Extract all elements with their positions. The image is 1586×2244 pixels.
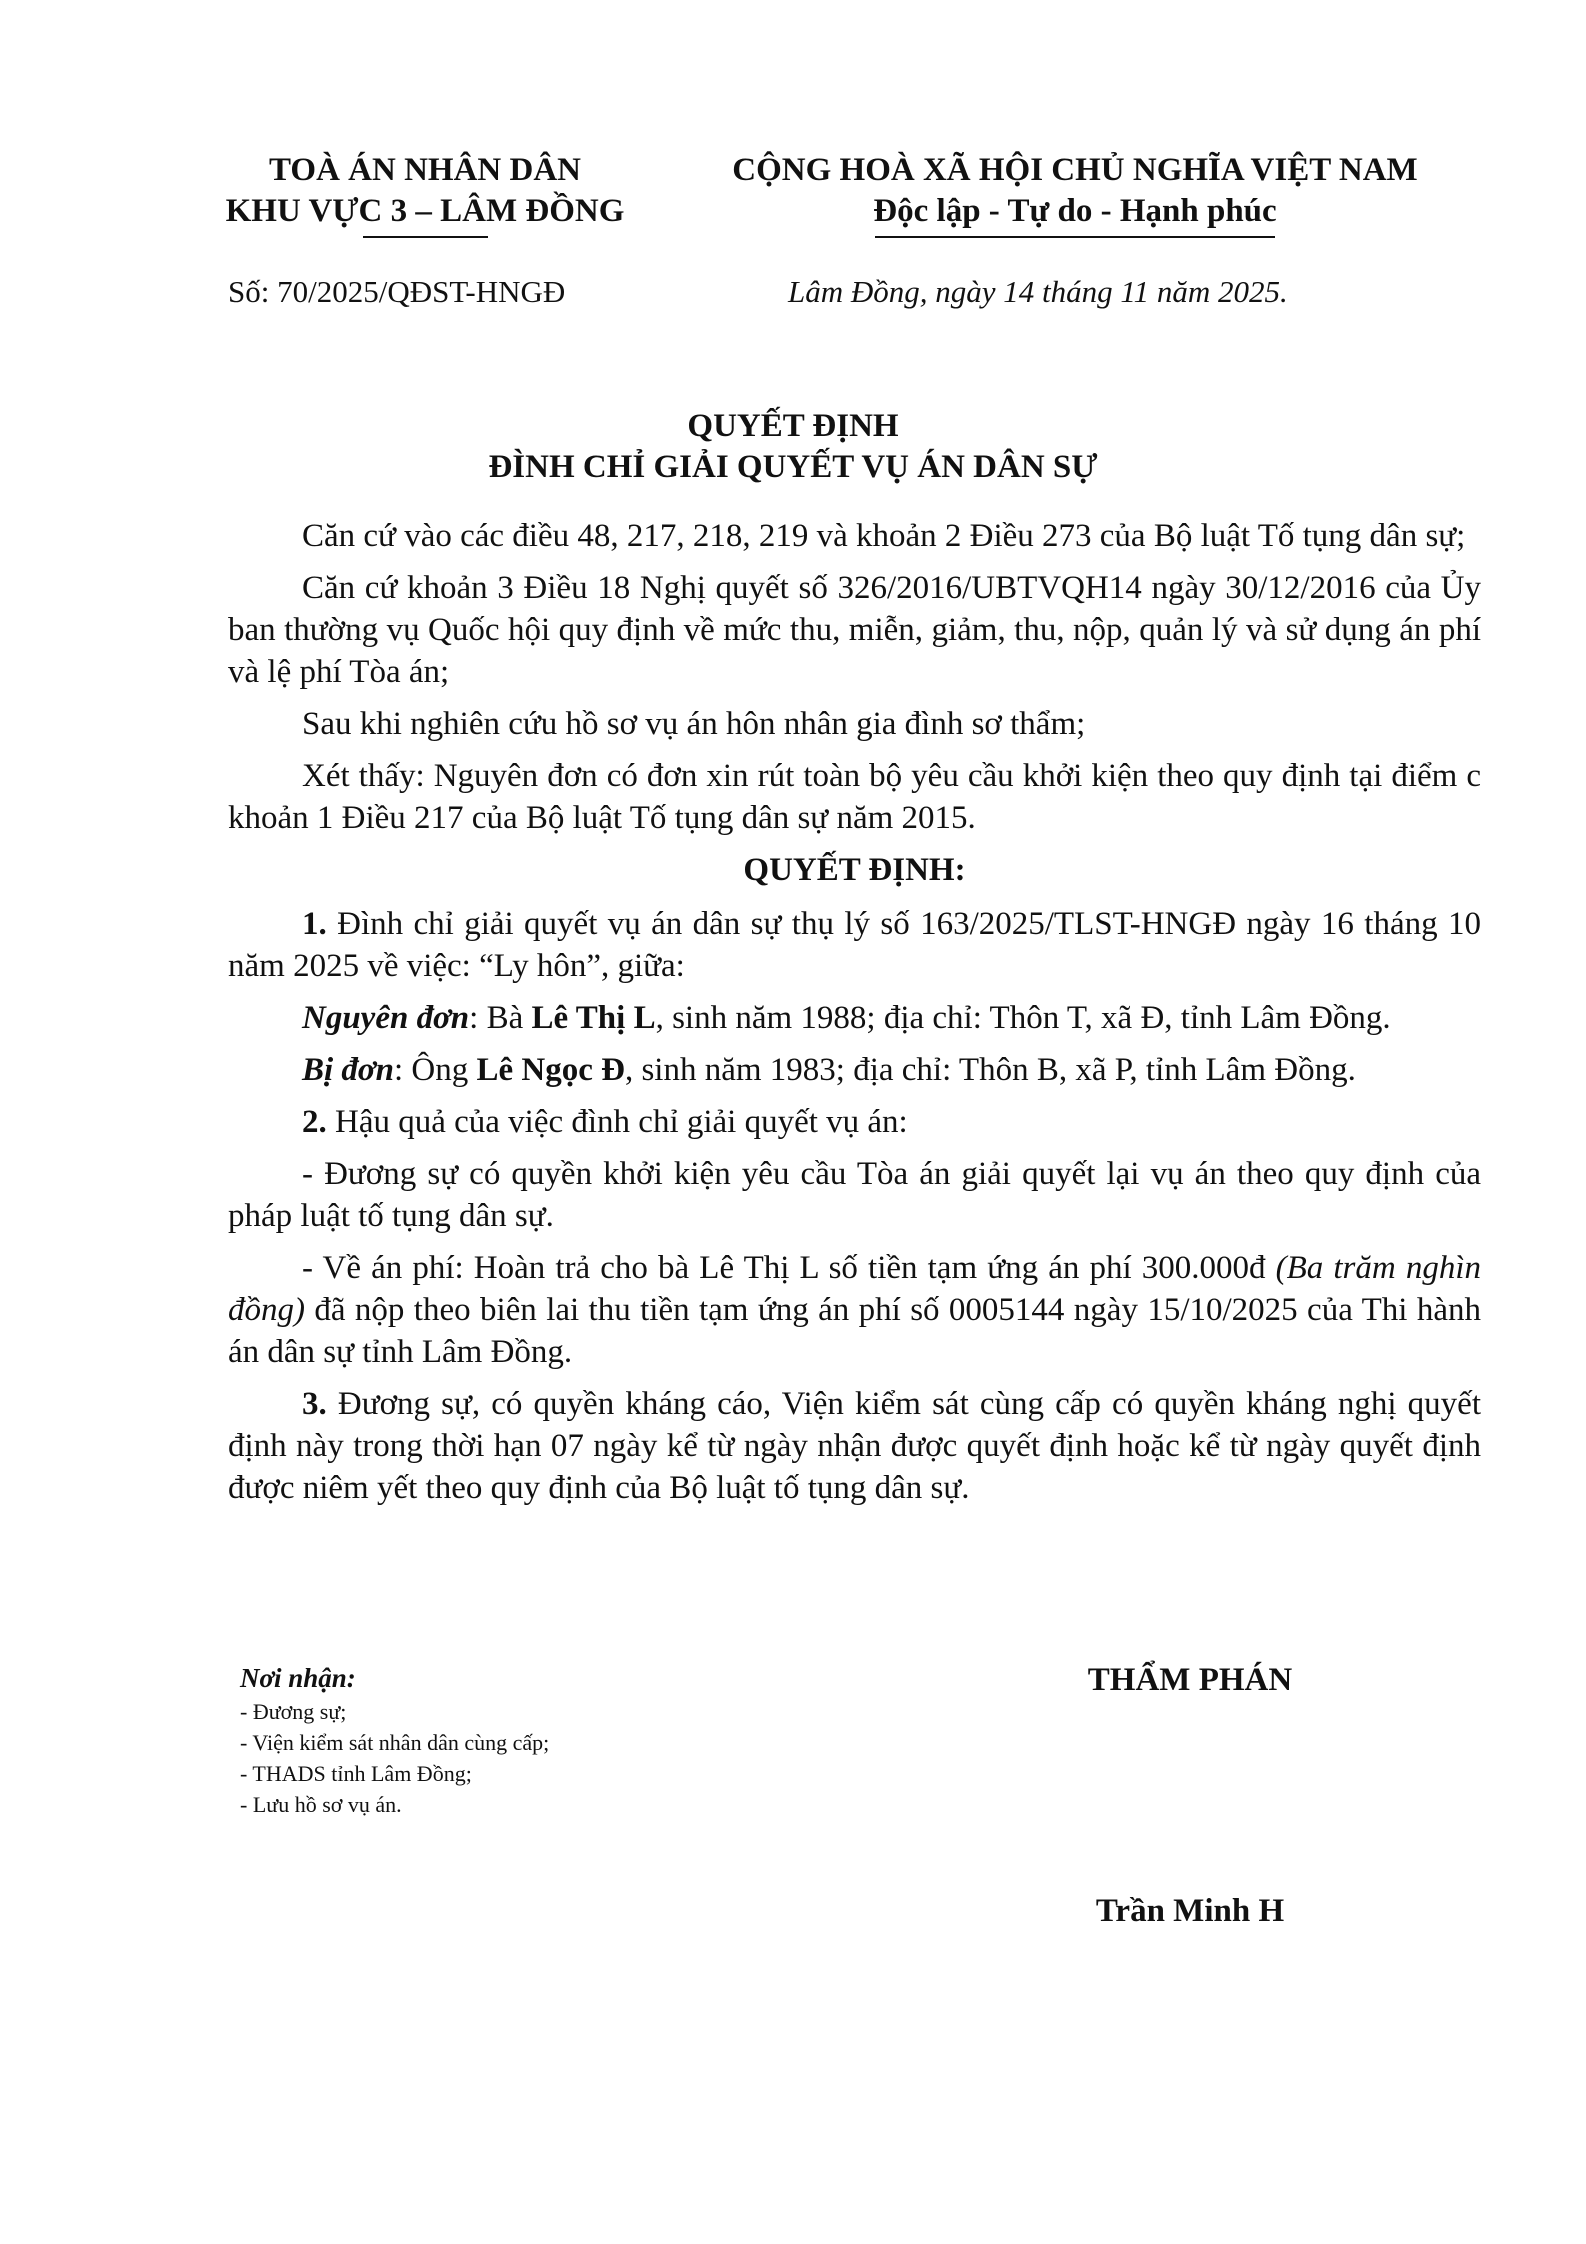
title-line-2: ĐÌNH CHỈ GIẢI QUYẾT VỤ ÁN DÂN SỰ xyxy=(488,449,1098,485)
recipient-item: - Lưu hồ sơ vụ án. xyxy=(240,1792,402,1817)
national-title: CỘNG HOÀ XÃ HỘI CHỦ NGHĨA VIỆT NAM xyxy=(732,152,1418,188)
signer-name: Trần Minh H xyxy=(1095,1893,1285,1929)
decision-heading: QUYẾT ĐỊNH: xyxy=(743,852,966,888)
plaintiff-details: , sinh năm 1988; địa chỉ: Thôn T, xã Đ, tỉnh Lâm Đồng. xyxy=(655,1000,1391,1036)
item-number: 1. xyxy=(302,906,327,942)
fee-receipt-text: đã nộp theo biên lai thu tiền tạm ứng án phí số 0005144 ngày 15/10/2025 của Thi hành án dân sự tỉnh Lâm Đồng. xyxy=(228,1292,1481,1370)
document-title xyxy=(0,406,1586,488)
consequence-point-1: - Đương sự có quyền khởi kiện yêu cầu Tòa án giải quyết lại vụ án theo quy định của pháp luật tố tụng dân sự. xyxy=(228,1156,1481,1234)
national-motto-underline xyxy=(875,236,1275,238)
basis-paragraph: Căn cứ khoản 3 Điều 18 Nghị quyết số 326/2016/UBTVQH14 ngày 30/12/2016 của Ủy ban thường vụ Quốc hội quy định về mức thu, miễn, giảm, thu, nộp, quản lý và sử dụng án phí và lệ phí Tòa án; xyxy=(228,570,1481,690)
item-number: 2. xyxy=(302,1104,327,1140)
item-text: Đương sự, có quyền kháng cáo, Viện kiểm sát cùng cấp có quyền kháng nghị quyết định này trong thời hạn 07 ngày kể từ ngày nhận được quyết định hoặc kể từ ngày quyết định được niêm yết theo quy định của Bộ luật tố tụng dân sự. xyxy=(228,1386,1481,1506)
court-header xyxy=(205,150,645,238)
recipient-item: - Đương sự; xyxy=(240,1699,347,1724)
decision-item-1 xyxy=(228,903,1481,987)
national-motto: Độc lập - Tự do - Hạnh phúc xyxy=(873,193,1277,229)
defendant-prefix: : Ông xyxy=(394,1052,477,1088)
fee-amount-words: (Ba trăm nghìn đồng) xyxy=(228,1250,1481,1328)
item-text: Hậu quả của việc đình chỉ giải quyết vụ án: xyxy=(326,1104,908,1140)
defendant-paragraph xyxy=(228,1049,1481,1091)
decision-item-3 xyxy=(228,1383,1481,1509)
title-line-1: QUYẾT ĐỊNH xyxy=(687,408,899,444)
defendant-details: , sinh năm 1983; địa chỉ: Thôn B, xã P, tỉnh Lâm Đồng. xyxy=(624,1052,1356,1088)
court-region: KHU VỰC 3 – LÂM ĐỒNG xyxy=(225,193,625,229)
recipients-block xyxy=(240,1660,800,1820)
recipients-title: Nơi nhận: xyxy=(240,1663,356,1693)
recipients-list xyxy=(240,1696,800,1820)
defendant-label: Bị đơn xyxy=(302,1052,394,1088)
consequence-point-2 xyxy=(228,1247,1481,1373)
basis-paragraph: Sau khi nghiên cứu hồ sơ vụ án hôn nhân gia đình sơ thẩm; xyxy=(302,706,1086,742)
document-number: Số: 70/2025/QĐST-HNGĐ xyxy=(228,274,566,309)
plaintiff-label: Nguyên đơn xyxy=(302,1000,470,1036)
court-header-underline xyxy=(363,236,488,238)
item-number: 3. xyxy=(302,1386,327,1422)
basis-paragraph: Căn cứ vào các điều 48, 217, 218, 219 và khoản 2 Điều 273 của Bộ luật Tố tụng dân sự; xyxy=(302,518,1466,554)
basis-paragraph: Xét thấy: Nguyên đơn có đơn xin rút toàn bộ yêu cầu khởi kiện theo quy định tại điểm c khoản 1 Điều 217 của Bộ luật Tố tụng dân sự năm 2015. xyxy=(228,758,1481,836)
fee-text: - Về án phí: Hoàn trả cho bà Lê Thị L số tiền tạm ứng án phí 300.000đ xyxy=(302,1250,1276,1286)
item-text: Đình chỉ giải quyết vụ án dân sự thụ lý số 163/2025/TLST-HNGĐ ngày 16 tháng 10 năm 2025 về việc: “Ly hôn”, giữa: xyxy=(228,906,1481,984)
decision-item-2 xyxy=(228,1101,1481,1143)
national-header xyxy=(690,150,1460,238)
plaintiff-prefix: : Bà xyxy=(469,1000,532,1036)
recipient-item: - THADS tỉnh Lâm Đồng; xyxy=(240,1761,472,1786)
place-date: Lâm Đồng, ngày 14 tháng 11 năm 2025. xyxy=(788,274,1288,309)
recipient-item: - Viện kiểm sát nhân dân cùng cấp; xyxy=(240,1730,550,1755)
defendant-name: Lê Ngọc Đ xyxy=(476,1052,625,1088)
court-name: TOÀ ÁN NHÂN DÂN xyxy=(269,152,581,188)
document-body xyxy=(228,515,1481,1519)
plaintiff-name: Lê Thị L xyxy=(531,1000,656,1036)
plaintiff-paragraph xyxy=(228,997,1481,1039)
signature-title: THẨM PHÁN xyxy=(1087,1662,1293,1698)
